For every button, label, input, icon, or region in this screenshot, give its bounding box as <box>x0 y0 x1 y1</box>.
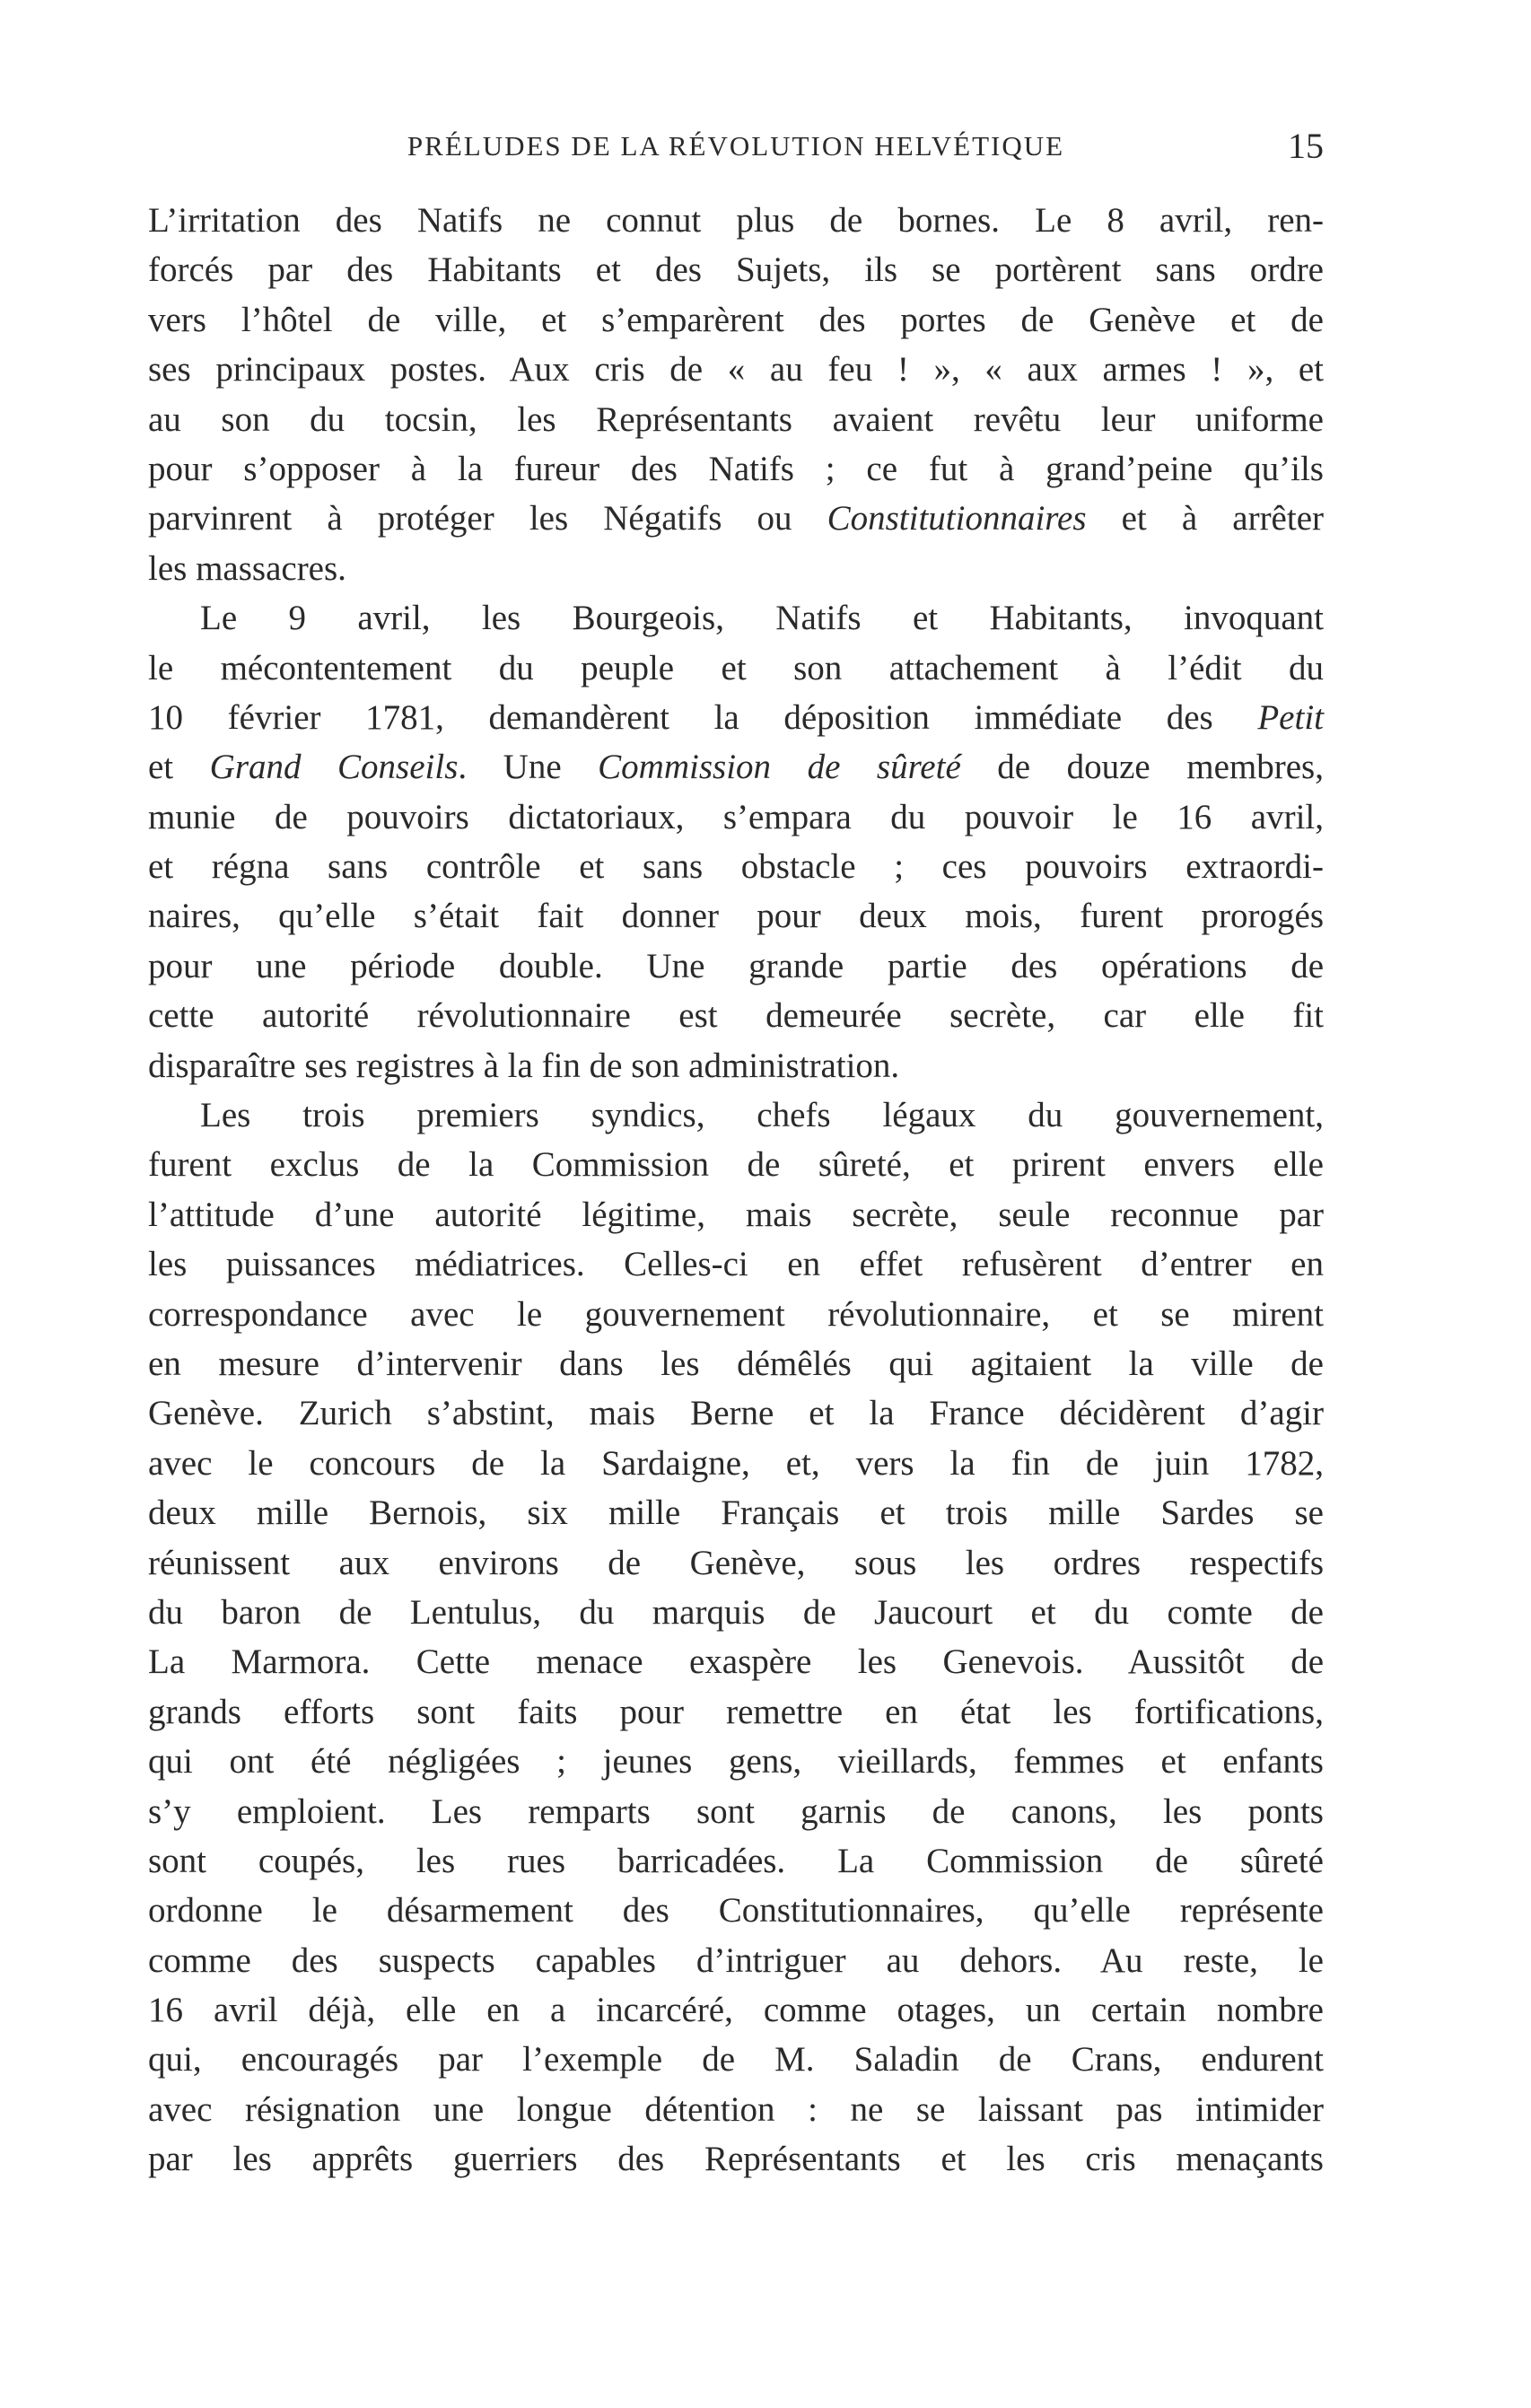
line-segment: parvinrent à protéger les Négatifs ou <box>148 499 827 539</box>
text-line <box>148 941 1324 991</box>
line-segment: l’attitude d’une autorité légitime, mais secrète, seule reconnue par <box>148 1195 1324 1234</box>
text-line <box>148 444 1324 494</box>
line-segment: les puissances médiatrices. Celles-ci en effet refusèrent d’entrer en <box>148 1245 1324 1284</box>
text-line <box>148 593 1324 643</box>
line-segment: grands efforts sont faits pour remettre en état les fortifications, <box>148 1692 1324 1731</box>
text-line <box>148 1140 1324 1189</box>
text-line <box>148 1041 1324 1090</box>
line-segment: s’y emploient. Les remparts sont garnis de canons, les ponts <box>148 1791 1324 1831</box>
text-line <box>148 345 1324 394</box>
line-segment: pour s’opposer à la fureur des Natifs ; ce fut à grand’peine qu’ils <box>148 449 1324 488</box>
text-line <box>148 544 1324 593</box>
line-segment: 10 février 1781, demandèrent la déposition immédiate des <box>148 697 1258 737</box>
line-segment: avec résignation une longue détention : ne se laissant pas intimider <box>148 2089 1324 2129</box>
line-segment: au son du tocsin, les Représentants avaient revêtu leur uniforme <box>148 399 1324 439</box>
line-segment: Genève. Zurich s’abstint, mais Berne et la France décidèrent d’agir <box>148 1394 1324 1433</box>
line-segment: par les apprêts guerriers des Représentants et les cris menaçants <box>148 2140 1324 2179</box>
line-segment: de douze membres, <box>960 748 1324 787</box>
text-line <box>148 693 1324 742</box>
text-line <box>148 842 1324 891</box>
text-line <box>148 395 1324 444</box>
page-number: 15 <box>1288 126 1324 166</box>
line-segment: comme des suspects capables d’intriguer au dehors. Au reste, le <box>148 1940 1324 1980</box>
line-segment: L’irritation des Natifs ne connut plus de bornes. Le 8 avril, ren- <box>148 201 1324 240</box>
text-line <box>148 1439 1324 1488</box>
text-line <box>148 1339 1324 1388</box>
text-line <box>148 1588 1324 1637</box>
line-segment: en mesure d’intervenir dans les démêlés qui agitaient la ville de <box>148 1344 1324 1383</box>
text-line <box>148 991 1324 1040</box>
text-line <box>148 1836 1324 1886</box>
text-line <box>148 1787 1324 1836</box>
italic-term: Grand Conseils <box>209 748 459 787</box>
line-segment: 16 avril déjà, elle en a incarcéré, comme otages, un certain nombre <box>148 1991 1324 2030</box>
line-segment: Les trois premiers syndics, chefs légaux du gouvernement, <box>200 1096 1324 1135</box>
text-line <box>148 1886 1324 1935</box>
line-segment: pour une période double. Une grande partie des opérations de <box>148 946 1324 985</box>
line-segment: réunissent aux environs de Genève, sous les ordres respectifs <box>148 1543 1324 1582</box>
text-line <box>148 2085 1324 2134</box>
text-line <box>148 494 1324 543</box>
text-line <box>148 1388 1324 1438</box>
text-line <box>148 1936 1324 1985</box>
line-segment: et régna sans contrôle et sans obstacle ; ces pouvoirs extraordi- <box>148 847 1324 887</box>
text-line <box>148 2134 1324 2184</box>
text-line <box>148 196 1324 245</box>
text-line <box>148 1090 1324 1140</box>
line-segment: naires, qu’elle s’était fait donner pour deux mois, furent prorogés <box>148 897 1324 936</box>
running-head <box>148 124 1324 169</box>
text-line <box>148 295 1324 345</box>
text-line <box>148 1290 1324 1339</box>
line-segment: . Une <box>458 748 599 787</box>
text-line <box>148 644 1324 693</box>
text-line <box>148 1190 1324 1239</box>
text-line <box>148 1637 1324 1686</box>
line-segment: La Marmora. Cette menace exaspère les Genevois. Aussitôt de <box>148 1642 1324 1682</box>
line-segment: du baron de Lentulus, du marquis de Jaucourt et du comte de <box>148 1592 1324 1632</box>
italic-term: Commission de sûreté <box>598 748 961 787</box>
line-segment: ordonne le désarmement des Constitutionnaires, qu’elle représente <box>148 1891 1324 1931</box>
line-segment: forcés par des Habitants et des Sujets, ils se portèrent sans ordre <box>148 250 1324 290</box>
line-segment: le mécontentement du peuple et son attachement à l’édit du <box>148 648 1324 687</box>
body-text <box>148 196 1324 2185</box>
line-segment: vers l’hôtel de ville, et s’emparèrent des portes de Genève et de <box>148 300 1324 339</box>
text-line <box>148 1985 1324 2035</box>
line-segment: ses principaux postes. Aux cris de « au feu ! », « aux armes ! », et <box>148 350 1324 390</box>
line-segment: munie de pouvoirs dictatoriaux, s’empara du pouvoir le 16 avril, <box>148 797 1324 836</box>
text-line <box>148 1488 1324 1537</box>
line-segment: sont coupés, les rues barricadées. La Commission de sûreté <box>148 1841 1324 1880</box>
line-segment: les massacres. <box>148 548 346 588</box>
line-segment: furent exclus de la Commission de sûreté, et prirent envers elle <box>148 1145 1324 1185</box>
text-line <box>148 891 1324 941</box>
text-line <box>148 245 1324 294</box>
text-line <box>148 1239 1324 1289</box>
line-segment: avec le concours de la Sardaigne, et, vers la fin de juin 1782, <box>148 1443 1324 1483</box>
line-segment: et <box>148 748 210 787</box>
line-segment: deux mille Bernois, six mille Français et trois mille Sardes se <box>148 1493 1324 1533</box>
italic-term: Constitutionnaires <box>827 499 1087 539</box>
text-line <box>148 2035 1324 2084</box>
line-segment: Le 9 avril, les Bourgeois, Natifs et Habitants, invoquant <box>200 599 1324 638</box>
line-segment: et à arrêter <box>1086 499 1324 539</box>
italic-term: Petit <box>1257 697 1324 737</box>
line-segment: qui ont été négligées ; jeunes gens, vieillards, femmes et enfants <box>148 1742 1324 1782</box>
line-segment: qui, encouragés par l’exemple de M. Saladin de Crans, endurent <box>148 2040 1324 2080</box>
running-head-title: PRÉLUDES DE LA RÉVOLUTION HELVÉTIQUE <box>407 130 1065 162</box>
text-line <box>148 1687 1324 1737</box>
line-segment: correspondance avec le gouvernement révolutionnaire, et se mirent <box>148 1294 1324 1334</box>
text-line <box>148 742 1324 792</box>
text-line <box>148 1737 1324 1786</box>
text-line <box>148 1538 1324 1588</box>
line-segment: disparaître ses registres à la fin de son administration. <box>148 1046 900 1085</box>
text-line <box>148 792 1324 842</box>
line-segment: cette autorité révolutionnaire est demeurée secrète, car elle fit <box>148 996 1324 1036</box>
